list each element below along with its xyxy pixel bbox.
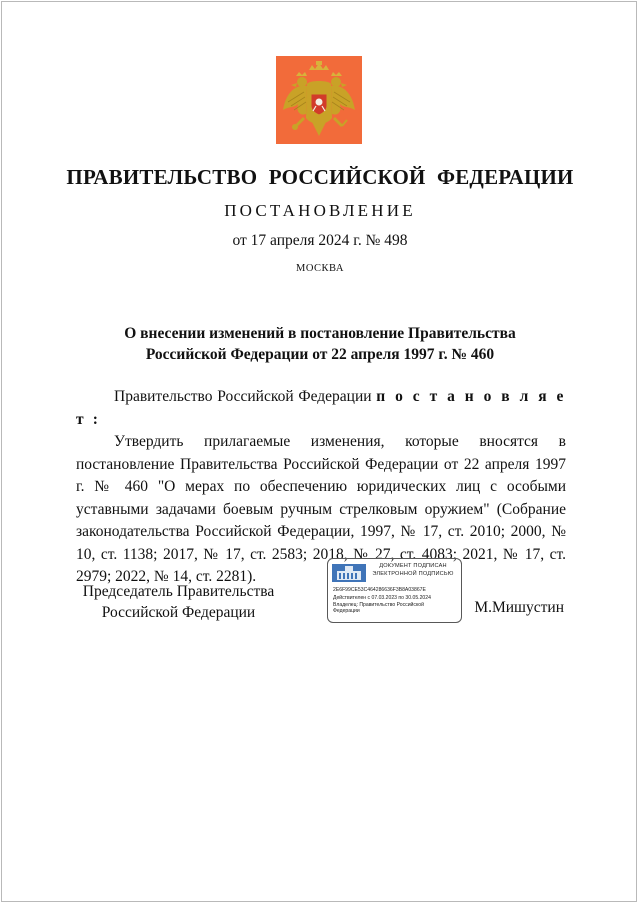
stamp-certificate: 2E6F99CE53C464286636F3B8A03867E [333,587,426,593]
decree-paragraph: Утвердить прилагаемые изменения, которые вносятся в постановление Правительства Российской Федерации от 22 апреля 1997 г. № 460 "О мерах по обеспечению юридических лиц с особыми уставными задачами боевым ручным стрелковым оружием" (Собрание законодательства Российской Федерации, 1997, № 17, ст. 2010; 2000, № 10, ст. 1138; 2017, № 17, ст. 2583; 2018, № 27, ст. 4083; 2021, № 17, ст. 2979; 2022, № 14, ст. 2281). [76,433,566,585]
signer-title-line-2: Российской Федерации [101,604,256,621]
subject-line-1: О внесении изменений в постановление Правительства [124,325,516,342]
building-logo-icon [332,564,366,582]
document-date-number: от 17 апреля 2024 г. № 498 [232,232,408,249]
document-city: МОСКВА [296,263,344,274]
government-title: ПРАВИТЕЛЬСТВО РОССИЙСКОЙ ФЕДЕРАЦИИ [66,165,574,189]
state-emblem-icon [276,56,362,144]
signer-title [76,581,281,623]
stamp-heading-line-2: ЭЛЕКТРОННОЙ ПОДПИСЬЮ [372,570,454,577]
decree-intro-text: Правительство Российской Федерации [114,388,377,405]
decree-intro [76,386,566,431]
decree-verb: п о с т а н о в л я е т : [76,388,566,428]
subject-line-2: Российской Федерации от 22 апреля 1997 г. № 460 [145,346,495,363]
stamp-owner-line-1: Владелец: Правительство Российской [333,602,424,608]
signer-name: М.Мишустин [474,599,564,616]
document-body [76,386,566,589]
stamp-heading [366,563,460,578]
signer-title-line-1: Председатель Правительства [82,583,275,600]
stamp-owner-line-2: Федерации [333,608,360,614]
stamp-heading-line-1: ДОКУМЕНТ ПОДПИСАН [379,563,447,569]
stamp-validity: Действителен с 07.03.2023 по 30.05.2024 [333,595,431,601]
electronic-signature-stamp [327,558,462,623]
document-type: ПОСТАНОВЛЕНИЕ [224,201,416,220]
document-subject [0,323,640,365]
